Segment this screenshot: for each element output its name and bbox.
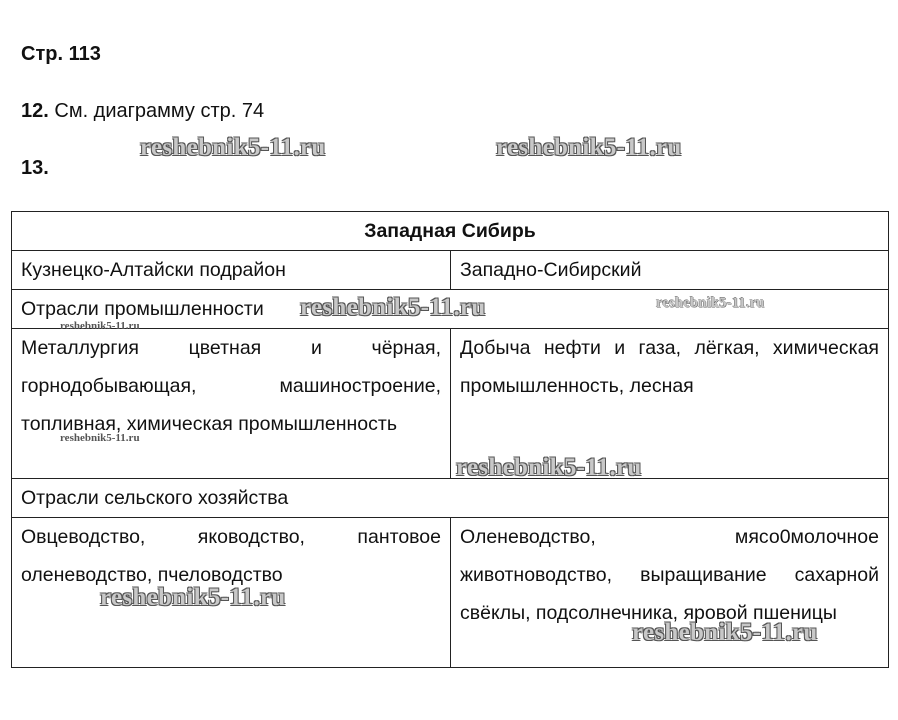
industry-label-row [12, 290, 889, 329]
table-header-row [12, 251, 889, 290]
task-12-number: 12. [21, 100, 49, 122]
watermark: reshebnik5-11.ru [100, 584, 286, 611]
column-header-kuznetsk: Кузнецко-Алтайски подрайон [12, 251, 451, 290]
watermark: reshebnik5-11.ru [656, 295, 765, 311]
agri-row [12, 518, 889, 668]
watermark: reshebnik5-11.ru [60, 432, 140, 444]
industry-section-label: Отрасли промышленности [12, 290, 889, 329]
agri-section-label: Отрасли сельского хозяйства [12, 479, 889, 518]
watermark: reshebnik5-11.ru [300, 294, 486, 321]
task-12-text: См. диаграмму стр. 74 [48, 100, 265, 122]
page-number: Стр. 113 [21, 43, 101, 65]
column-header-west-siberian: Западно-Сибирский [451, 251, 889, 290]
task-12 [21, 100, 264, 123]
agri-label-row [12, 479, 889, 518]
industry-west-siberian-cell: Добыча нефти и газа, лёгкая, химическая промышленность, лесная [451, 329, 889, 479]
watermark: reshebnik5-11.ru [140, 134, 326, 161]
industry-kuznetsk-cell: Металлургия цветная и чёрная, горнодобывающая, машиностроение, топливная, химическая промышленность [12, 329, 451, 479]
watermark: reshebnik5-11.ru [456, 454, 642, 481]
regions-table [11, 211, 889, 668]
table-title-row [12, 212, 889, 251]
industry-row [12, 329, 889, 479]
watermark: reshebnik5-11.ru [60, 320, 140, 332]
table-title: Западная Сибирь [12, 212, 889, 251]
watermark: reshebnik5-11.ru [496, 134, 682, 161]
watermark: reshebnik5-11.ru [632, 619, 818, 646]
task-13-number: 13. [21, 157, 49, 179]
agri-west-siberian-cell: Оленеводство, мясо0молочное животноводство, выращивание сахарной свёклы, подсолнечника, яровой пшеницы [451, 518, 889, 668]
agri-kuznetsk-cell: Овцеводство, яководство, пантовое оленеводство, пчеловодство [12, 518, 451, 668]
